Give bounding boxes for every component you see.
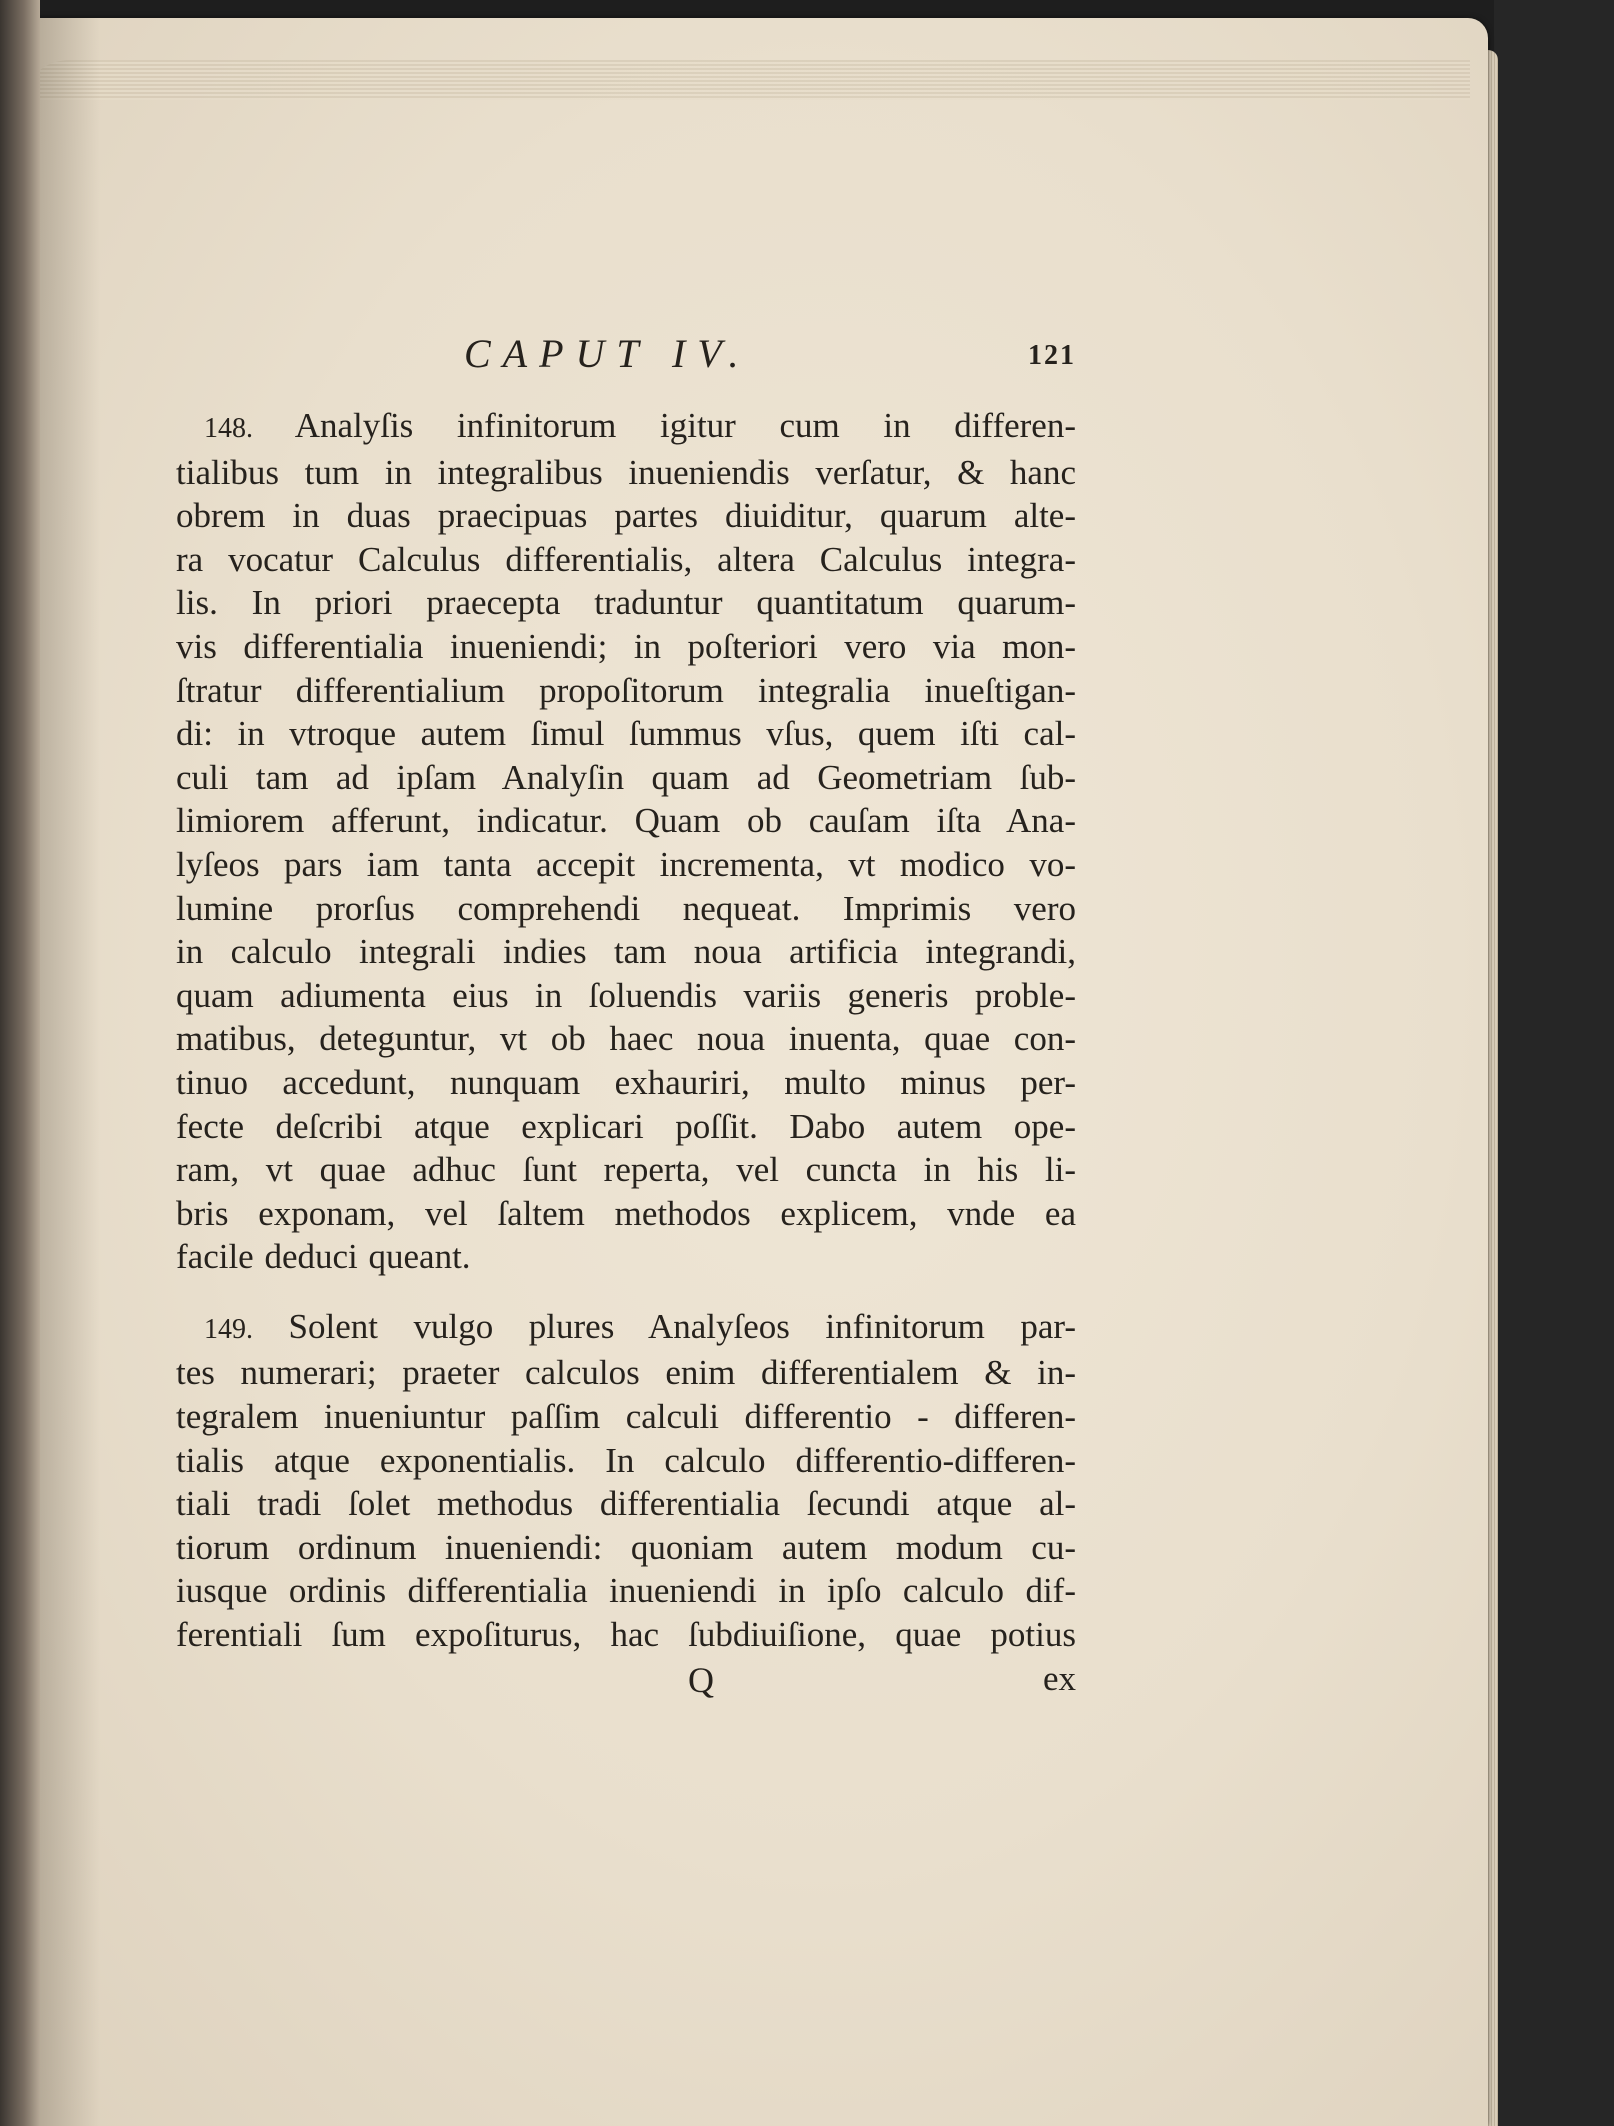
text-line: limiorem afferunt, indicatur. Quam ob cauſam iſta Ana- — [176, 801, 1076, 841]
page-header — [176, 330, 1076, 404]
text-line: bris exponam, vel ſaltem methodos explicem, vnde ea — [176, 1193, 1076, 1233]
text-line: tiali tradi ſolet methodus differentialia ſecundi atque al- — [176, 1484, 1076, 1524]
text-line: ra vocatur Calculus differentialis, altera Calculus integra- — [176, 539, 1076, 579]
page-number: 121 — [1028, 340, 1076, 371]
text-line: tegralem inueniuntur paſſim calculi differentio - differen- — [176, 1397, 1076, 1437]
text-line: lyſeos pars iam tanta accepit incrementa, vt modico vo- — [176, 844, 1076, 884]
text-line: tiorum ordinum inueniendi: quoniam autem modum cu- — [176, 1527, 1076, 1567]
text-line: ferentiali ſum expoſiturus, hac ſubdiuiſione, quae potius — [176, 1615, 1076, 1655]
text-line: vis differentialia inueniendi; in poſteriori vero via mon- — [176, 626, 1076, 666]
text-line: tes numerari; praeter calculos enim differentialem & in- — [176, 1353, 1076, 1393]
page-footer — [176, 1659, 1076, 1705]
page-text — [176, 330, 1076, 1705]
text-line: ram, vt quae adhuc ſunt reperta, vel cuncta in his li- — [176, 1150, 1076, 1190]
text-line: tinuo accedunt, nunquam exhauriri, multo minus per- — [176, 1062, 1076, 1102]
text-line: facile deduci queant. — [176, 1237, 471, 1277]
paragraph-number: 148. — [204, 413, 253, 444]
text-line: tialibus tum in integralibus inueniendis verſatur, & hanc — [176, 452, 1076, 492]
text-line: obrem in duas praecipuas partes diuiditur, quarum alte- — [176, 496, 1076, 536]
page-edges-top — [30, 60, 1470, 100]
running-title: CAPUT IV. — [464, 331, 751, 376]
catchword: ex — [1042, 1658, 1076, 1698]
paragraph-number: 149. — [204, 1313, 253, 1345]
text-line: 149. Solent vulgo plures Analyſeos infinitorum par- — [204, 1306, 1077, 1346]
text-line: di: in vtroque autem ſimul ſummus vſus, quem iſti cal- — [176, 714, 1076, 754]
text-line: tialis atque exponentialis. In calculo differentio-differen- — [176, 1440, 1076, 1480]
text-line: lumine prorſus comprehendi nequeat. Imprimis vero — [176, 888, 1076, 928]
text-line: iusque ordinis differentialia inueniendi in ipſo calculo dif- — [176, 1571, 1076, 1611]
scan-background — [1494, 0, 1614, 2126]
text-line: in calculo integrali indies tam noua artificia integrandi, — [176, 932, 1076, 972]
text-line: quam adiumenta eius in ſoluendis variis generis proble- — [176, 975, 1076, 1015]
text-line: fecte deſcribi atque explicari poſſit. Dabo autem ope- — [176, 1106, 1076, 1146]
text-line: ſtratur differentialium propoſitorum integralia inueſtigan- — [176, 670, 1076, 710]
book-binding — [0, 0, 40, 2126]
text-line: lis. In priori praecepta traduntur quantitatum quarum- — [176, 583, 1076, 623]
text-line: culi tam ad ipſam Analyſin quam ad Geometriam ſub- — [176, 757, 1076, 797]
signature-mark: Q — [688, 1659, 714, 1700]
paragraph-148 — [176, 404, 1076, 1279]
text-line: matibus, deteguntur, vt ob haec noua inuenta, quae con- — [176, 1019, 1076, 1059]
text-line: 148. Analyſis infinitorum igitur cum in differen- — [204, 406, 1076, 445]
paragraph-149 — [176, 1305, 1076, 1657]
